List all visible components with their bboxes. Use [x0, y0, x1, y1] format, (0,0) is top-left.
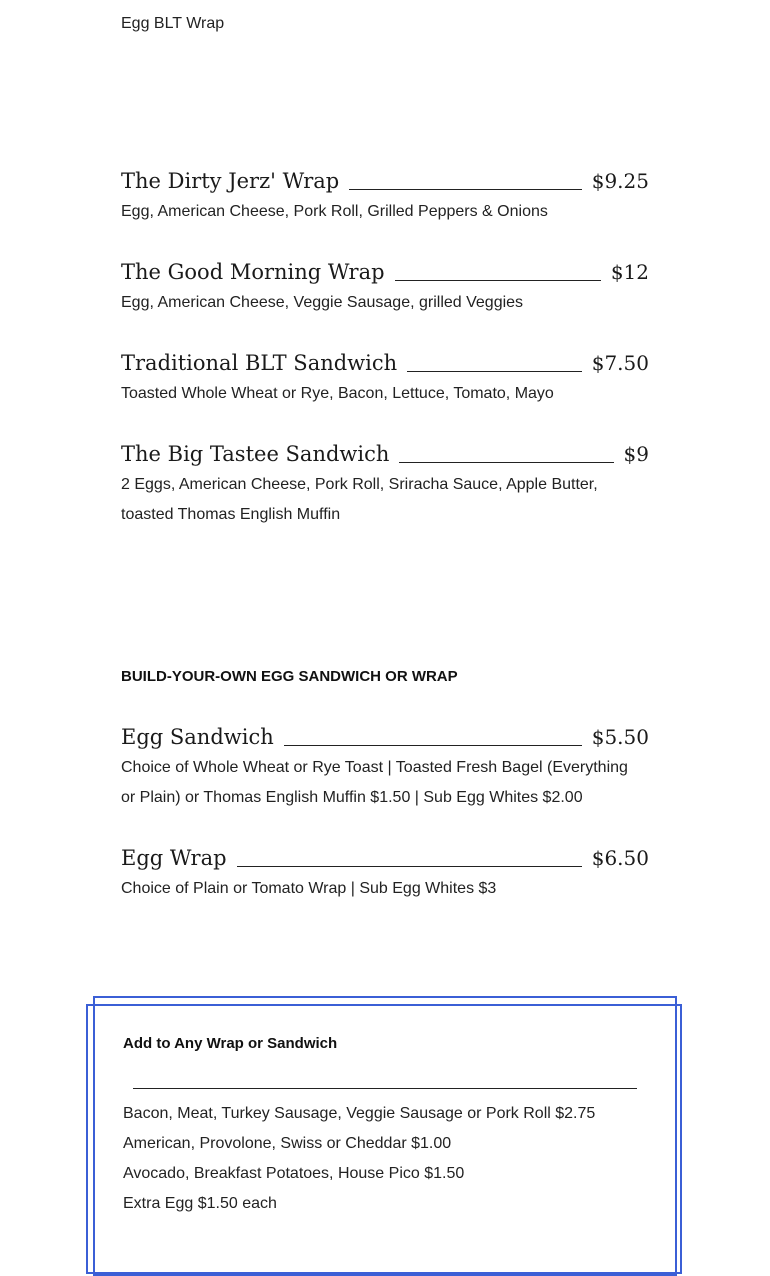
- addon-line: Avocado, Breakfast Potatoes, House Pico $1.50: [123, 1165, 465, 1182]
- menu-item-description: Toasted Whole Wheat or Rye, Bacon, Lettuce, Tomato, Mayo: [121, 385, 554, 402]
- menu-item-description: Choice of Plain or Tomato Wrap | Sub Egg Whites $3: [121, 880, 497, 897]
- menu-item-dirty-jerz-wrap: [121, 161, 649, 195]
- price-leader-line: [399, 461, 613, 463]
- addons-divider: [133, 1088, 637, 1089]
- menu-item-description: 2 Eggs, American Cheese, Pork Roll, Sriracha Sauce, Apple Butter, toasted Thomas English Muffin: [121, 476, 598, 523]
- menu-item-name: Traditional BLT Sandwich: [121, 351, 398, 375]
- menu-item-price: $7.50: [591, 351, 649, 375]
- menu-item-egg-sandwich: [121, 717, 649, 751]
- addons-title: Add to Any Wrap or Sandwich: [123, 1035, 338, 1052]
- section-heading-build-your-own: BUILD-YOUR-OWN EGG SANDWICH OR WRAP: [121, 668, 458, 685]
- menu-item-price: $5.50: [591, 725, 649, 749]
- menu-item-description: Egg, American Cheese, Pork Roll, Grilled Peppers & Onions: [121, 203, 548, 220]
- menu-item-traditional-blt-sandwich: [121, 343, 649, 377]
- menu-item-big-tastee-sandwich: [121, 434, 649, 468]
- menu-item-price: $6.50: [591, 846, 649, 870]
- price-leader-line: [395, 279, 601, 281]
- addon-line: American, Provolone, Swiss or Cheddar $1.00: [123, 1135, 452, 1152]
- menu-item-name: The Big Tastee Sandwich: [121, 442, 390, 466]
- menu-item-name: Egg Wrap: [121, 846, 227, 870]
- price-leader-line: [407, 370, 582, 372]
- price-leader-line: [237, 865, 582, 867]
- addon-line: Extra Egg $1.50 each: [123, 1195, 277, 1212]
- menu-item-name: Egg Sandwich: [121, 725, 274, 749]
- price-leader-line: [284, 744, 582, 746]
- price-leader-line: [349, 188, 581, 190]
- menu-item-description: Egg, American Cheese, Veggie Sausage, grilled Veggies: [121, 294, 524, 311]
- menu-item-price: $9.25: [591, 169, 649, 193]
- menu-item-good-morning-wrap: [121, 252, 649, 286]
- addon-line: Bacon, Meat, Turkey Sausage, Veggie Sausage or Pork Roll $2.75: [123, 1105, 596, 1122]
- menu-item-name: The Dirty Jerz' Wrap: [121, 169, 340, 193]
- menu-item-description: Choice of Whole Wheat or Rye Toast | Toasted Fresh Bagel (Everything or Plain) or Thomas English Muffin $1.50 | Sub Egg Whites $2.00: [121, 759, 628, 806]
- menu-item-price: $12: [610, 260, 649, 284]
- egg-blt-wrap-description: Egg BLT Wrap: [121, 15, 225, 32]
- menu-item-price: $9: [623, 442, 649, 466]
- menu-item-egg-wrap: [121, 838, 649, 872]
- menu-item-name: The Good Morning Wrap: [121, 260, 385, 284]
